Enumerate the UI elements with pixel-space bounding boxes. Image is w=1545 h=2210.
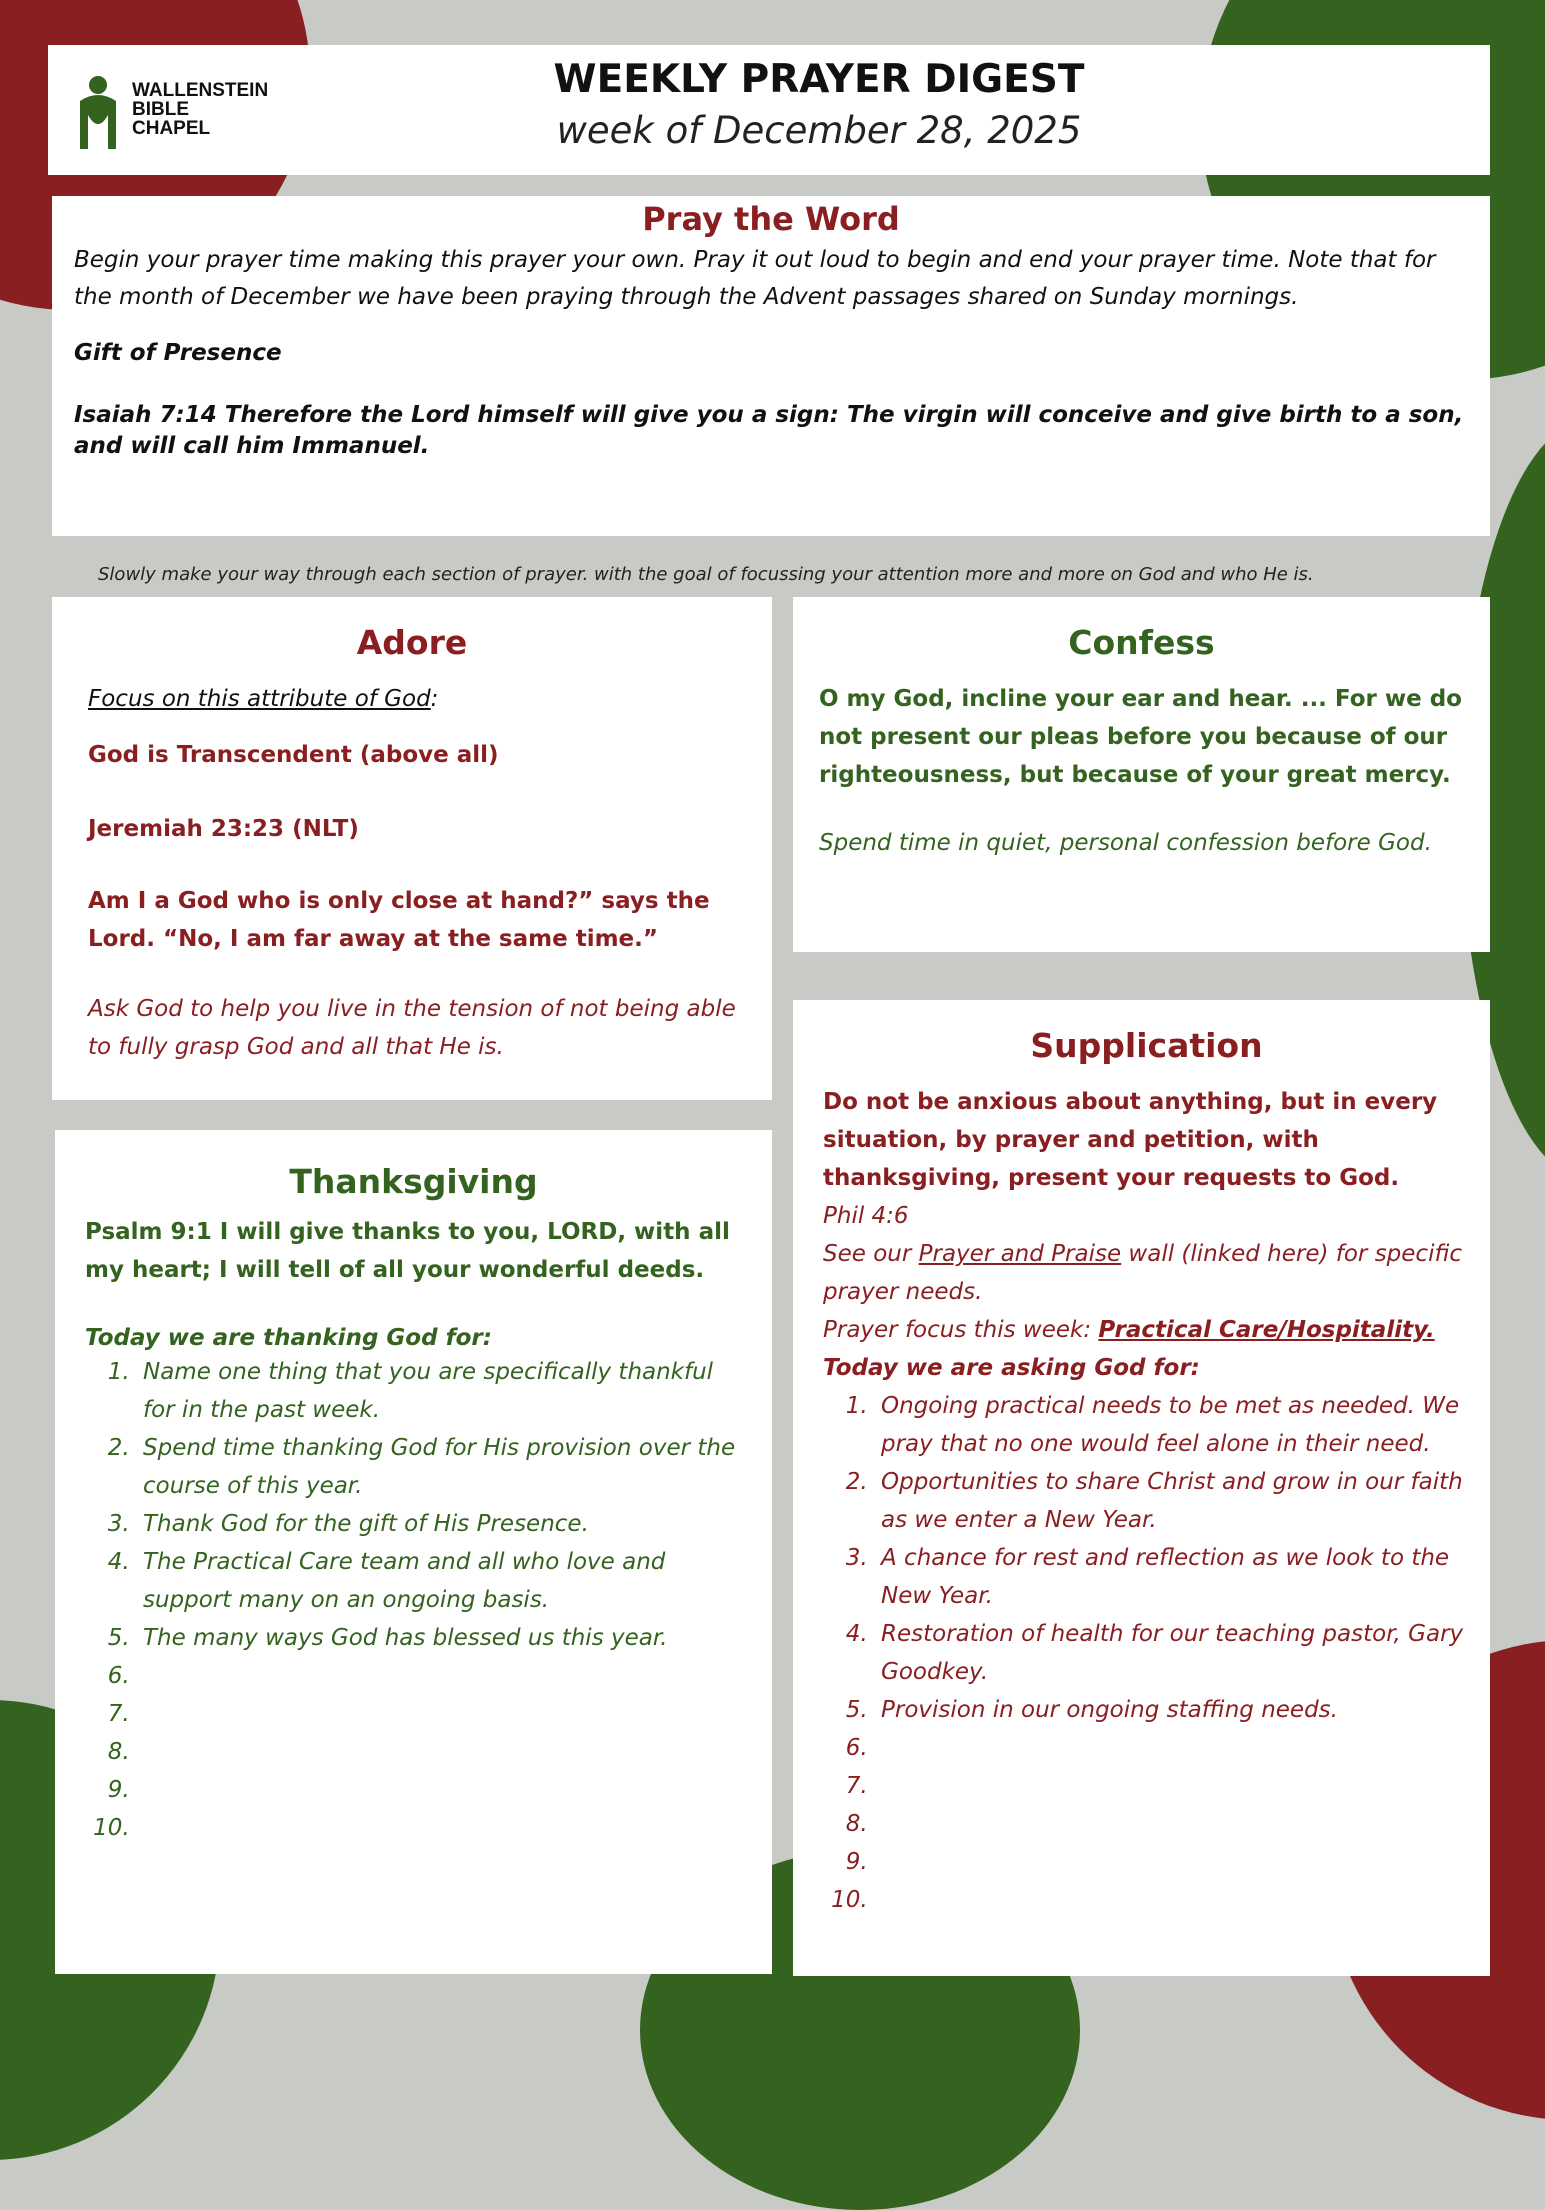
adore-attribute: God is Transcendent (above all) <box>88 742 499 768</box>
adore-card <box>52 597 772 1100</box>
list-item: 2. Spend time thanking God for His provision over the course of this year. <box>137 1429 742 1505</box>
supplication-list <box>823 1387 1470 1919</box>
adore-verse: Am I a God who is only close at hand?” says the Lord. “No, I am far away at the same time.” <box>88 888 710 952</box>
list-item <box>875 1767 1470 1805</box>
logo-line-3: CHAPEL <box>132 118 211 139</box>
list-item <box>137 1733 742 1771</box>
list-item <box>137 1809 742 1847</box>
practical-care-link[interactable]: Practical Care/Hospitality. <box>1098 1317 1435 1343</box>
list-item <box>137 1771 742 1809</box>
thanksgiving-title: Thanksgiving <box>289 1162 538 1201</box>
logo <box>76 69 296 155</box>
confess-prompt: Spend time in quiet, personal confession before God. <box>819 830 1432 856</box>
adore-prompt: Ask God to help you live in the tension of not being able to fully grasp God and all that He is. <box>88 996 736 1060</box>
list-item <box>137 1695 742 1733</box>
prayer-wall-text: See our Prayer and Praise wall (linked here) for specific prayer needs. <box>823 1241 1462 1305</box>
list-item: 4. Restoration of health for our teaching pastor, Gary Goodkey. <box>875 1615 1470 1691</box>
supplication-title: Supplication <box>1030 1026 1263 1065</box>
list-item: 3. Thank God for the gift of His Presence. <box>137 1505 742 1543</box>
header-card <box>48 45 1490 175</box>
page-subtitle: week of December 28, 2025 <box>556 109 1082 152</box>
list-item <box>875 1729 1470 1767</box>
list-item: 1. Ongoing practical needs to be met as needed. We pray that no one would feel alone in their need. <box>875 1387 1470 1463</box>
pray-the-word-card <box>52 196 1490 536</box>
instruction-text: Slowly make your way through each section of prayer. with the goal of focussing your attention more and more on God and who He is. <box>98 564 1314 585</box>
gift-heading: Gift of Presence <box>74 340 282 366</box>
supplication-reference: Phil 4:6 <box>823 1203 909 1229</box>
logo-line-1: WALLENSTEIN <box>132 80 269 101</box>
confess-title: Confess <box>1068 623 1215 662</box>
list-item: 1. Name one thing that you are specifically thankful for in the past week. <box>137 1353 742 1429</box>
list-item: 5. The many ways God has blessed us this year. <box>137 1619 742 1657</box>
thanksgiving-card <box>55 1130 772 1974</box>
isaiah-verse: Isaiah 7:14 Therefore the Lord himself will give you a sign: The virgin will conceive and give birth to a son, and will call him Immanuel. <box>74 402 1464 459</box>
adore-reference: Jeremiah 23:23 (NLT) <box>88 816 359 842</box>
list-item <box>137 1657 742 1695</box>
adore-focus-label: Focus on this attribute of God: <box>88 686 439 712</box>
thanksgiving-verse: Psalm 9:1 I will give thanks to you, LORD, with all my heart; I will tell of all your wonderful deeds. <box>85 1219 730 1283</box>
list-item: 3. A chance for rest and reflection as we look to the New Year. <box>875 1539 1470 1615</box>
prayer-focus-text: Prayer focus this week: Practical Care/Hospitality. <box>823 1317 1435 1343</box>
list-item: 2. Opportunities to share Christ and grow in our faith as we enter a New Year. <box>875 1463 1470 1539</box>
list-item <box>875 1843 1470 1881</box>
supplication-list-heading: Today we are asking God for: <box>823 1355 1200 1381</box>
confess-verse: O my God, incline your ear and hear. ... For we do not present our pleas before you because of our righteousness, but because of your great mercy. <box>819 686 1462 788</box>
logo-line-2: BIBLE <box>132 99 189 120</box>
supplication-card <box>793 1000 1490 1976</box>
list-item <box>875 1805 1470 1843</box>
church-figure-icon <box>76 71 120 151</box>
pray-the-word-intro: Begin your prayer time making this prayer your own. Pray it out loud to begin and end your prayer time. Note that for the month of December we have been praying through the Advent passages shared on Sunday mornings. <box>74 247 1436 310</box>
prayer-and-praise-link[interactable]: Prayer and Praise <box>918 1241 1122 1267</box>
page-title: WEEKLY PRAYER DIGEST <box>553 57 1085 102</box>
list-item: 5. Provision in our ongoing staffing needs. <box>875 1691 1470 1729</box>
supplication-verse: Do not be anxious about anything, but in every situation, by prayer and petition, with thanksgiving, present your requests to God. <box>823 1089 1438 1191</box>
thanksgiving-list <box>85 1353 742 1847</box>
confess-card <box>793 597 1490 952</box>
list-item: 4. The Practical Care team and all who love and support many on an ongoing basis. <box>137 1543 742 1619</box>
list-item <box>875 1881 1470 1919</box>
thanksgiving-list-heading: Today we are thanking God for: <box>85 1325 492 1351</box>
pray-the-word-title: Pray the Word <box>642 200 900 238</box>
adore-title: Adore <box>356 623 468 662</box>
